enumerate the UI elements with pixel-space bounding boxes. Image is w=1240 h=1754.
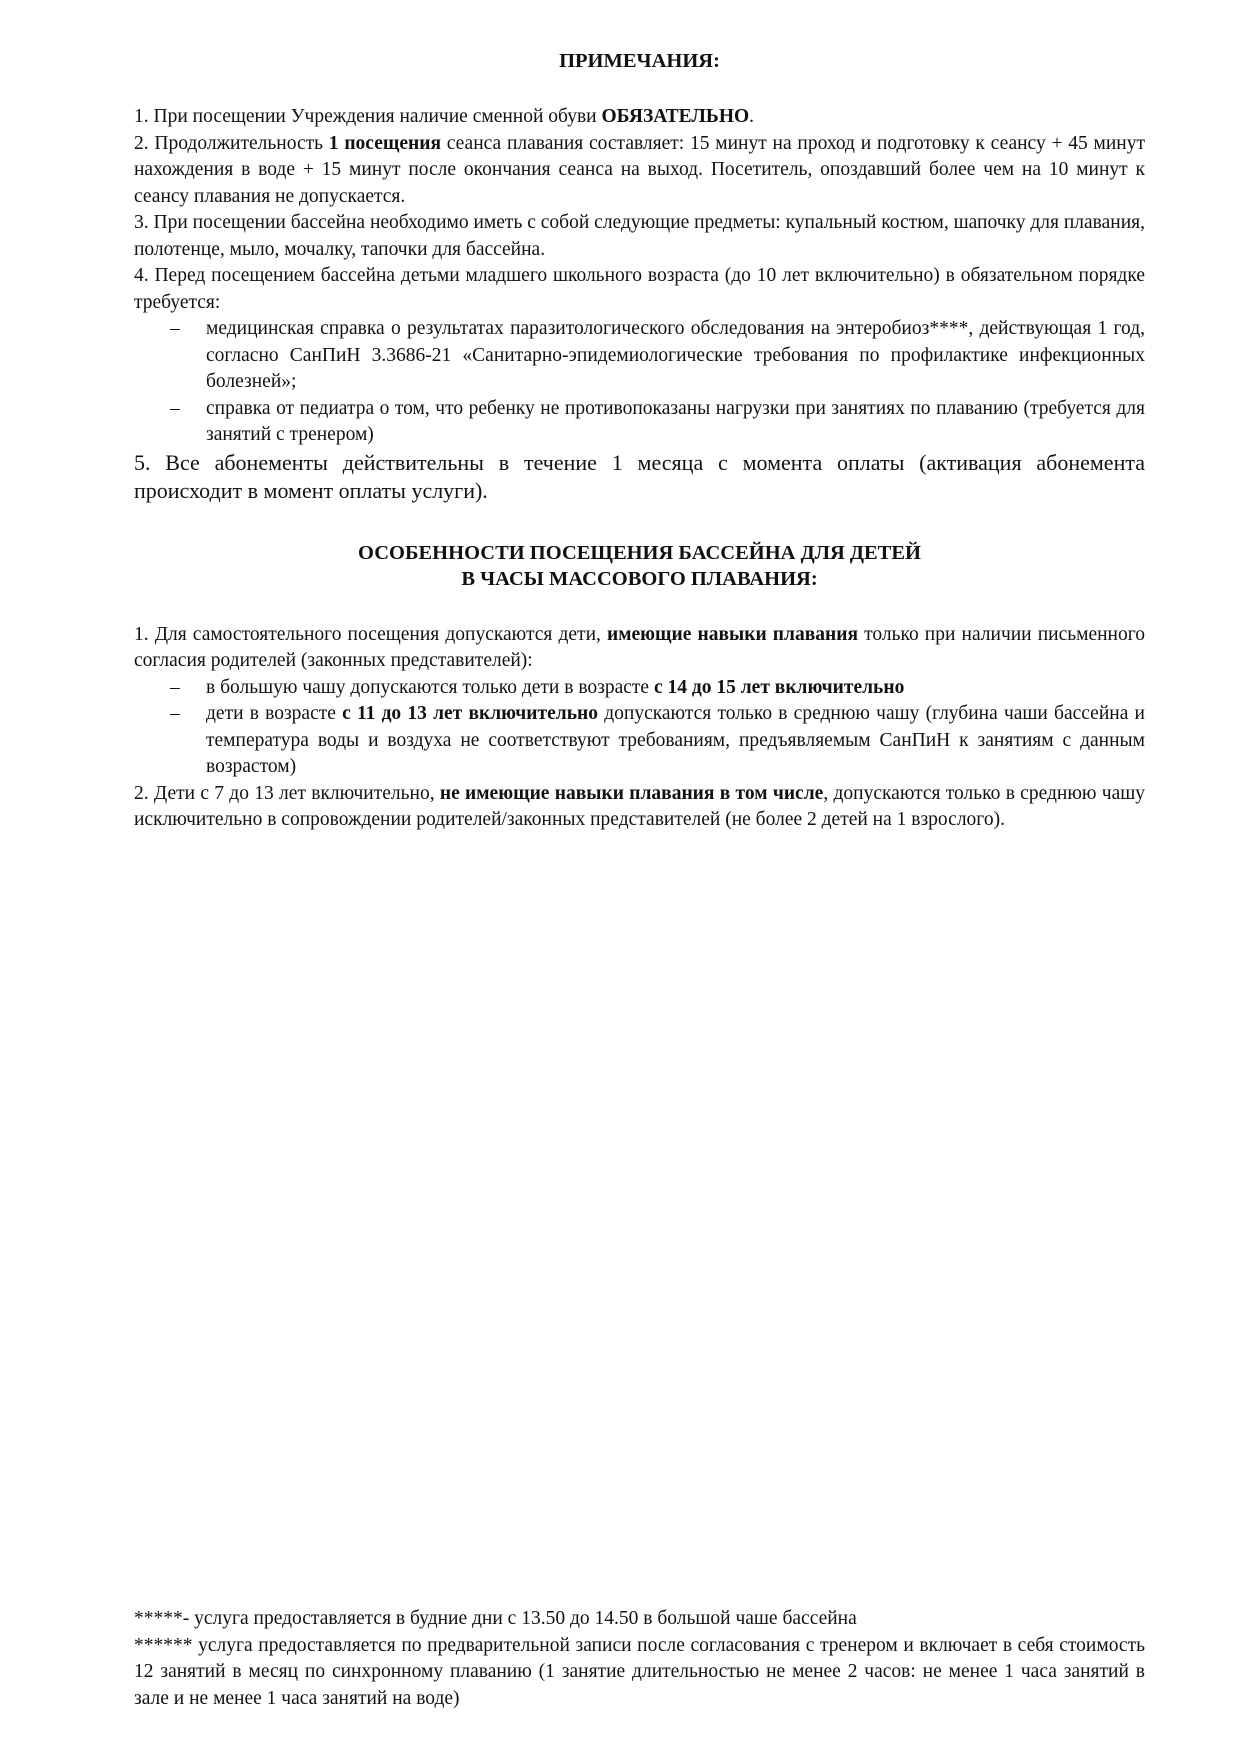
children-sub-2-text: дети в возрасте: [206, 703, 343, 724]
notes-item-5: 5. Все абонементы действительны в течение 1 месяца с момента оплаты (активация абонемента происходит в момент оплаты услуги).: [134, 449, 1145, 503]
notes-item-4-subitem-text: справка от педиатра о том, что ребенку не противопоказаны нагрузки при занятиях по плаванию (требуется для занятий с тренером): [206, 397, 1145, 445]
notes-item-2-end: сеанса плавания составляет: 15 минут на проход и подготовку к сеансу + 45 минут нахождения в воде + 15 минут после окончания сеанса на выход. Посетитель, опоздавший более чем на 10 минут к сеансу плавания не допускается.: [134, 132, 1146, 207]
notes-item-4-subitem: [134, 396, 1145, 449]
notes-item-1-end: .: [749, 106, 755, 127]
footnotes: [134, 1606, 1145, 1712]
notes-item-3: 3. При посещении бассейна необходимо иметь с собой следующие предметы: купальный костюм, шапочку для плавания, полотенце, мыло, мочалку, тапочки для бассейна.: [134, 212, 1145, 260]
children-item-1-end: только при наличии письменного согласия родителей (законных представителей):: [134, 623, 1145, 671]
notes-item-2-bold: 1 посещения: [328, 132, 441, 154]
notes-item-1: [134, 104, 1145, 131]
notes-item-4-subitem-text: медицинская справка о результатах паразитологического обследования на энтеробиоз****, действующая 1 год, согласно СанПиН 3.3686-21 «Санитарно-эпидемиологические требования по профилактике инфекционных болезней»;: [206, 318, 1145, 392]
children-item-1-text: 1. Для самостоятельного посещения допускаются дети,: [134, 623, 607, 645]
notes-item-2: [134, 131, 1145, 211]
children-heading-line-1: ОСОБЕННОСТИ ПОСЕЩЕНИЯ БАССЕЙНА ДЛЯ ДЕТЕЙ: [358, 541, 921, 564]
document-page: [134, 48, 1145, 834]
notes-item-4-subitem: [134, 316, 1145, 396]
dash-bullet: –: [170, 318, 180, 339]
children-item-2-bold: не имеющие навыки плавания в том числе: [439, 782, 824, 804]
children-item-2-end: , допускаются только в среднюю чашу исключительно в сопровождении родителей/законных представителей (не более 2 детей на 1 взрослого).: [134, 782, 1145, 830]
children-item-1-subitem: [134, 701, 1145, 781]
notes-list: [134, 104, 1145, 505]
dash-bullet: –: [170, 397, 180, 419]
footnote-5: *****- услуга предоставляется в будние дни с 13.50 до 14.50 в большой чаше бассейна: [134, 1608, 857, 1629]
notes-item-1-text: 1. При посещении Учреждения наличие сменной обуви: [134, 106, 602, 127]
children-sub-2-bold: с 11 до 13 лет включительно: [342, 703, 599, 724]
notes-item-2-text: 2. Продолжительность: [134, 132, 329, 154]
children-item-1-bold: имеющие навыки плавания: [606, 623, 859, 645]
notes-heading: ПРИМЕЧАНИЯ:: [559, 50, 720, 72]
children-heading-line-2: В ЧАСЫ МАССОВОГО ПЛАВАНИЯ:: [461, 567, 818, 590]
notes-item-1-bold: ОБЯЗАТЕЛЬНО: [601, 106, 750, 127]
notes-item-4: 4. Перед посещением бассейна детьми младшего школьного возраста (до 10 лет включительно) в обязательном порядке требуется:: [134, 265, 1145, 313]
children-sub-2-end: допускаются только в среднюю чашу (глубина чаши бассейна и температура воды и воздуха не соответствуют требованиям, предъявляемым СанПиН к занятиям с данным возрастом): [206, 703, 1145, 777]
footnote-6: ****** услуга предоставляется по предварительной записи после согласования с тренером и включает в себя стоимость 12 занятий в месяц по синхронному плаванию (1 занятие длительностью не менее 2 часов: не менее 1 часа занятий в зале и не менее 1 часа занятий на воде): [134, 1634, 1145, 1709]
children-item-2: [134, 781, 1145, 834]
children-sub-1-text: в большую чашу допускаются только дети в возрасте: [206, 676, 654, 698]
children-list: [134, 622, 1145, 834]
dash-bullet: –: [170, 703, 180, 724]
children-item-2-text: 2. Дети с 7 до 13 лет включительно,: [134, 782, 440, 804]
children-heading: [134, 540, 1145, 592]
dash-bullet: –: [170, 676, 180, 698]
children-item-1: [134, 622, 1145, 675]
children-item-1-subitem: [134, 675, 1145, 702]
children-sub-1-bold: с 14 до 15 лет включительно: [653, 676, 905, 698]
